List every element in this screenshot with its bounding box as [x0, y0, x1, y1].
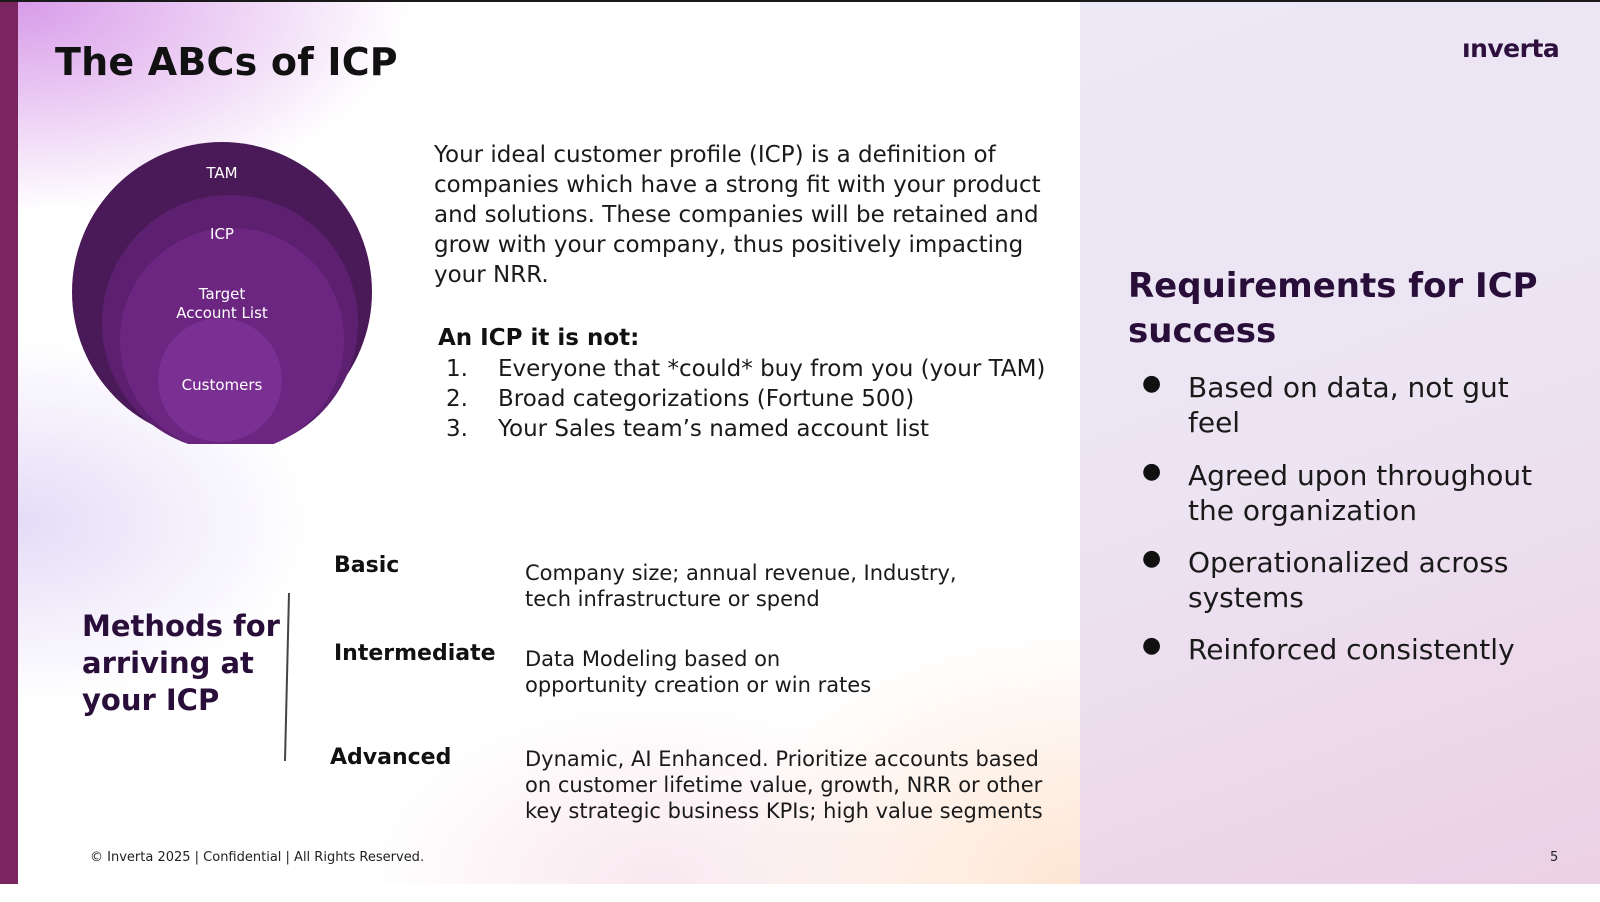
bullet-icon: ● [1142, 633, 1162, 658]
slide-title: The ABCs of ICP [55, 40, 398, 84]
left-accent-bar [0, 2, 18, 884]
list-text: Everyone that *could* buy from you (your TAM) [498, 356, 1046, 382]
level-advanced-description [525, 746, 1043, 824]
page-number: 5 [1550, 850, 1559, 865]
bottom-border [0, 884, 1600, 902]
icp-nested-circles-diagram [70, 140, 374, 444]
level-basic: Basic [334, 553, 400, 578]
description-line: key strategic business KPIs; high value segments [525, 799, 1043, 823]
description-line: Data Modeling based on [525, 647, 781, 671]
icp-not-heading: An ICP it is not: [438, 325, 640, 351]
level-intermediate: Intermediate [334, 641, 496, 666]
description-line: on customer lifetime value, growth, NRR or other [525, 773, 1043, 797]
requirement-text: Operationalized across systems [1188, 546, 1509, 614]
bullet-icon: ● [1142, 459, 1162, 484]
list-number: 3. [446, 416, 468, 442]
level-basic-description [525, 560, 957, 612]
customers-label: Customers [181, 376, 263, 394]
description-line: Company size; annual revenue, Industry, [525, 561, 957, 585]
requirement-text: Based on data, not gut feel [1188, 371, 1509, 439]
methods-heading: Methods for arriving at your ICP [82, 609, 280, 717]
inverta-logo: ınverta [1462, 34, 1560, 63]
icp-label: ICP [210, 225, 234, 243]
description-line: Dynamic, AI Enhanced. Prioritize accounts based [525, 747, 1039, 771]
list-number: 2. [446, 386, 468, 412]
level-advanced: Advanced [330, 745, 452, 770]
methods-divider [255, 593, 315, 763]
description-line: tech infrastructure or spend [525, 587, 820, 611]
description-line: opportunity creation or win rates [525, 673, 872, 697]
account-list-label: Account List [176, 304, 268, 322]
footer-copyright: © Inverta 2025 | Confidential | All Rights Reserved. [90, 850, 425, 865]
tam-label: TAM [206, 164, 238, 182]
requirements-heading: Requirements for ICP success [1128, 266, 1538, 351]
bullet-icon: ● [1142, 371, 1162, 396]
requirement-text: Agreed upon throughout the organization [1188, 459, 1533, 527]
list-number: 1. [446, 356, 468, 382]
target-label: Target [198, 285, 246, 303]
requirement-text: Reinforced consistently [1188, 633, 1515, 666]
list-text: Broad categorizations (Fortune 500) [498, 386, 915, 412]
level-intermediate-description [525, 646, 871, 698]
icp-definition: Your ideal customer profile (ICP) is a definition of companies which have a strong fit with your product and solutions. These companies will be retained and grow with your company, thus positively impacting your NRR. [434, 142, 1041, 288]
right-panel [1080, 2, 1600, 884]
bullet-icon: ● [1142, 546, 1162, 571]
list-text: Your Sales team’s named account list [498, 416, 930, 442]
